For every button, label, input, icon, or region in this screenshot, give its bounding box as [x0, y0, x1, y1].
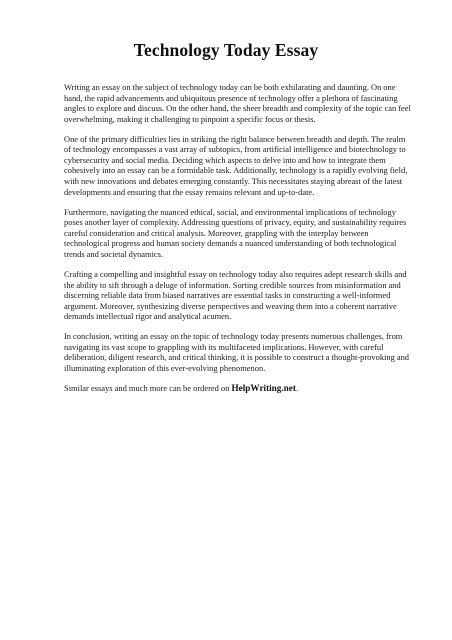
- essay-body: [64, 82, 411, 394]
- paragraph-5: In conclusion, writing an essay on the topic of technology today presents numerous challenges, from navigating its vast scope to grappling with its multifaceted implications. However, with careful deliberation, diligent research, and critical thinking, it is possible to construct a thought-provoking and illuminating exploration of this ever-evolving phenomenon.: [64, 331, 410, 373]
- closing-line: [64, 383, 411, 394]
- paragraph-1: Writing an essay on the subject of technology today can be both exhilarating and daunting. On one hand, the rapid advancements and ubiquitous presence of technology offer a plethora of fascinating angles to explore and discuss. On the other hand, the sheer breadth and complexity of the topic can feel overwhelming, making it challenging to pinpoint a specific focus or thesis.: [64, 82, 411, 124]
- helpwriting-link[interactable]: HelpWriting.net: [231, 383, 296, 394]
- paragraph-2: One of the primary difficulties lies in striking the right balance between breadth and depth. The realm of technology encompasses a vast array of subtopics, from artificial intelligence and biotechnology to cybersecurity and social media. Deciding which aspects to delve into and how to integrate them cohesively into an essay can be a formidable task. Additionally, technology is a rapidly evolving field, with new innovations and debates emerging constantly. This necessitates staying abreast of the latest developments and ensuring that the essay remains relevant and up-to-date.: [64, 133, 408, 197]
- page-title: Technology Today Essay: [133, 40, 319, 60]
- paragraph-3: Furthermore, navigating the nuanced ethical, social, and environmental implications of technology poses another layer of complexity. Addressing questions of privacy, equity, and sustainability requires careful consideration and critical analysis. Moreover, grappling with the interplay between technological progress and human society demands a nuanced understanding of both technological trends and societal dynamics.: [64, 206, 407, 259]
- closing-suffix: .: [295, 383, 299, 394]
- closing-text: Similar essays and much more can be ordered on: [64, 383, 232, 394]
- paragraph-4: Crafting a compelling and insightful essay on technology today also requires adept research skills and the ability to sift through a deluge of information. Sorting credible sources from misinformation and discerning reliable data from biased narratives are essential tasks in constructing a well-informed argument. Moreover, synthesizing diverse perspectives and weaving them into a coherent narrative demands intellectual rigor and analytical acumen.: [64, 268, 407, 322]
